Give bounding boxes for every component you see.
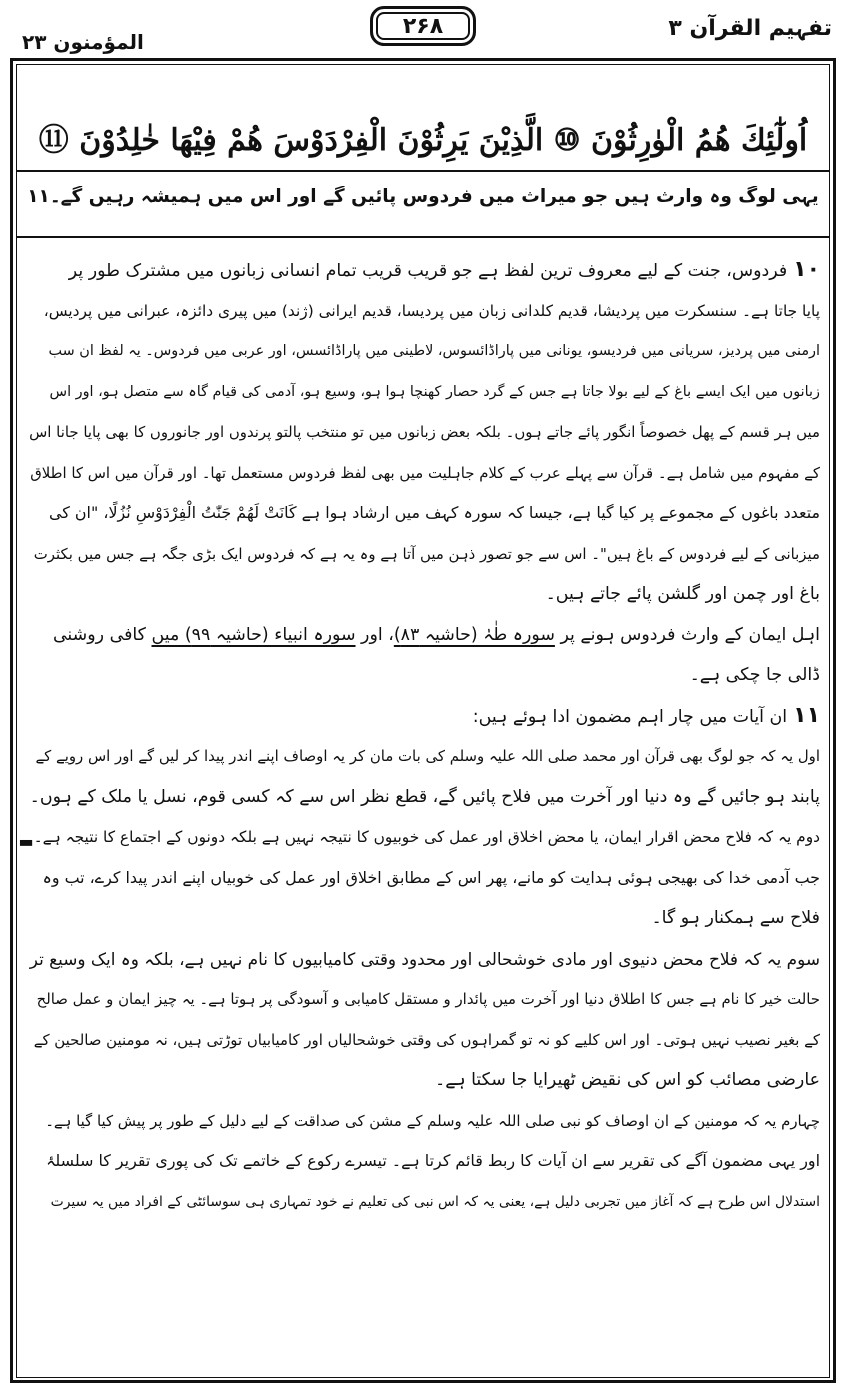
note-10-mark: ۱۰ [793,257,820,282]
urdu-translation: یہی لوگ وہ وارث ہیں جو میراث میں فردوس پائیں گے اور اس میں ہمیشہ رہیں گے۔۱۱ [27,186,819,207]
note-10 [28,250,820,615]
cross-reference-line: اہل ایمان کے وارث فردوس ہونے پر سورہ طٰہٰ (حاشیہ ۸۳)، اور سورہ انبیاء (حاشیہ ۹۹) میں کافی روشنی [52,624,820,645]
note-10-line: میں ہر قسم کے پھل خصوصاً انگور پائے جاتے ہوں۔ بلکہ بعض زبانوں میں تو منتخب پالتو پرندوں اور جانوروں کا بھی پایا جانا اس [29,423,820,441]
point-2-line: فلاح سے ہمکنار ہو گا۔ [651,908,820,928]
point-1-line: اول یہ کہ جو لوگ بھی قرآن اور محمد صلی اللہ علیہ وسلم کی بات مان کر یہ اوصاف اپنے اندر پیدا کر لیں گے اور اس رویے کے [35,747,820,765]
note-10-line: میزبانی کے لیے فردوس کے باغ ہیں"۔ اس سے جو تصور ذہن میں آتا ہے وہ یہ ہے کہ فردوس ایک بڑی جگہ ہے جس میں بکثرت [33,544,820,563]
verse-divider [16,170,830,172]
translation-divider [16,236,830,238]
point-2-line: دوم یہ کہ فلاح محض اقرار ایمان، یا محض اخلاق اور عمل کی خوبیوں کا نتیجہ نہیں ہے بلکہ دونوں کے اجتماع کا نتیجہ ہے۔ [33,828,820,846]
note-11 [28,696,820,1223]
point-4-line: چہارم یہ کہ مومنین کے ان اوصاف کو نبی صلی اللہ علیہ وسلم کے مشن کی صداقت کے لیے دلیل کے طور پر پیش کیا گیا ہے۔ [45,1111,820,1130]
point-3-line: سوم یہ کہ فلاح محض دنیوی اور مادی خوشحالی اور محدود وقتی کامیابیوں کا نام نہیں ہے، بلکہ وہ ایک وسیع تر [29,948,820,969]
point-3-line: حالت خیر کا نام ہے جس کا اطلاق دنیا اور آخرت میں پائدار و مستقل کامیابی و آسودگی پر ہوتا ہے۔ یہ چیز ایمان و عمل صالح [36,990,820,1008]
note-10-line: زبانوں میں ایک ایسے باغ کے لیے بولا جاتا ہے جس کے گرد حصار کھنچا ہوا ہو، وسیع ہو، آدمی کی قیام گاہ سے متصل ہو، اور اس [49,383,820,400]
point-4-line: اور یہی مضمون آگے کی تقریر سے ان آیات کا ربط قائم کرتا ہے۔ تیسرے رکوع کے خاتمے تک کی پوری تقریر کا سلسلۂ [46,1151,820,1170]
point-1-line: پابند ہو جائیں گے وہ دنیا اور آخرت میں فلاح پائیں گے، قطع نظر اس سے کہ کسی قوم، نسل یا ملک کے ہوں۔ [29,786,820,807]
note-10-line: کے مفہوم میں شامل ہے۔ قرآن سے پہلے عرب کے کلام جاہلیت میں بھی لفظ فردوس مستعمل تھا۔ اور قرآن میں اس کا اطلاق [30,463,820,482]
cross-reference [28,615,820,696]
note-10-line: متعدد باغوں کے مجموعے پر کیا گیا ہے، جیسا کہ سورہ کہف میں ارشاد ہوا ہے كَانَتْ لَهُمْ جَنّٰتُ الْفِرْدَوْسِ نُزُلًا، "ان کی [49,503,820,522]
note-10-line: ۱۰فردوس، جنت کے لیے معروف ترین لفظ ہے جو قریب قریب تمام انسانی زبانوں میں مشترک طور پر [68,257,820,282]
arabic-verse: اُولٰٓئِكَ هُمُ الْوٰرِثُوْنَ ⑩ الَّذِيْنَ يَرِثُوْنَ الْفِرْدَوْسَ هُمْ فِيْهَا خٰلِدُوْنَ ⑪ [38,123,808,158]
note-11-intro: ۱۱ان آیات میں چار اہم مضمون ادا ہوئے ہیں: [472,702,820,728]
book-title: تفہیم القرآن ۳ [668,16,832,41]
cross-reference-line: ڈالی جا چکی ہے۔ [689,665,820,685]
note-11-mark: ۱۱ [793,702,820,728]
point-4-line: استدلال اس طرح ہے کہ آغاز میں تجربی دلیل ہے، یعنی یہ کہ اس نبی کی تعلیم نے خود تمہاری ہی سوسائٹی کے افراد میں یہ سیرت [50,1193,820,1210]
commentary [28,250,820,1380]
point-3-line: عارضی مصائب کو اس کی نقیض ٹھیرایا جا سکتا ہے۔ [435,1070,820,1090]
note-10-line: باغ اور چمن اور گلشن پائے جاتے ہیں۔ [545,584,820,604]
surah-name: المؤمنون ۲۳ [22,30,144,54]
reference-anbiya: سورہ انبیاء (حاشیہ ۹۹) میں [151,624,356,645]
page-number: ۲۶۸ [370,6,476,46]
note-10-line: پایا جاتا ہے۔ سنسکرت میں پردیشا، قدیم کلدانی زبان میں پردیسا، قدیم ایرانی (ژند) میں پیری دائزہ، عبرانی میں پردیس، [43,301,820,320]
reference-taha: سورہ طٰہٰ (حاشیہ ۸۳) [393,624,555,645]
note-10-line: ارمنی میں پردیز، سریانی میں فردیسو، یونانی میں پاراڈائسوس، لاطینی میں پاراڈائسس، اور عربی میں فردوس۔ یہ لفظ ان سب [48,343,820,359]
margin-tab-mark: ▬ [18,832,34,851]
point-2-line: جب آدمی خدا کی بھیجی ہوئی ہدایت کو مانے، پھر اس کے مطابق اخلاق اور عمل کی خوبیاں اپنے اندر پیدا کرے، تب وہ [42,867,820,887]
point-3-line: کے بغیر نصیب نہیں ہوتی۔ اور اس کلیے کو نہ تو گمراہوں کی وقتی خوشحالیاں اور کامیابیاں توڑتی ہیں، نہ مومنین صالحین کے [33,1030,820,1049]
